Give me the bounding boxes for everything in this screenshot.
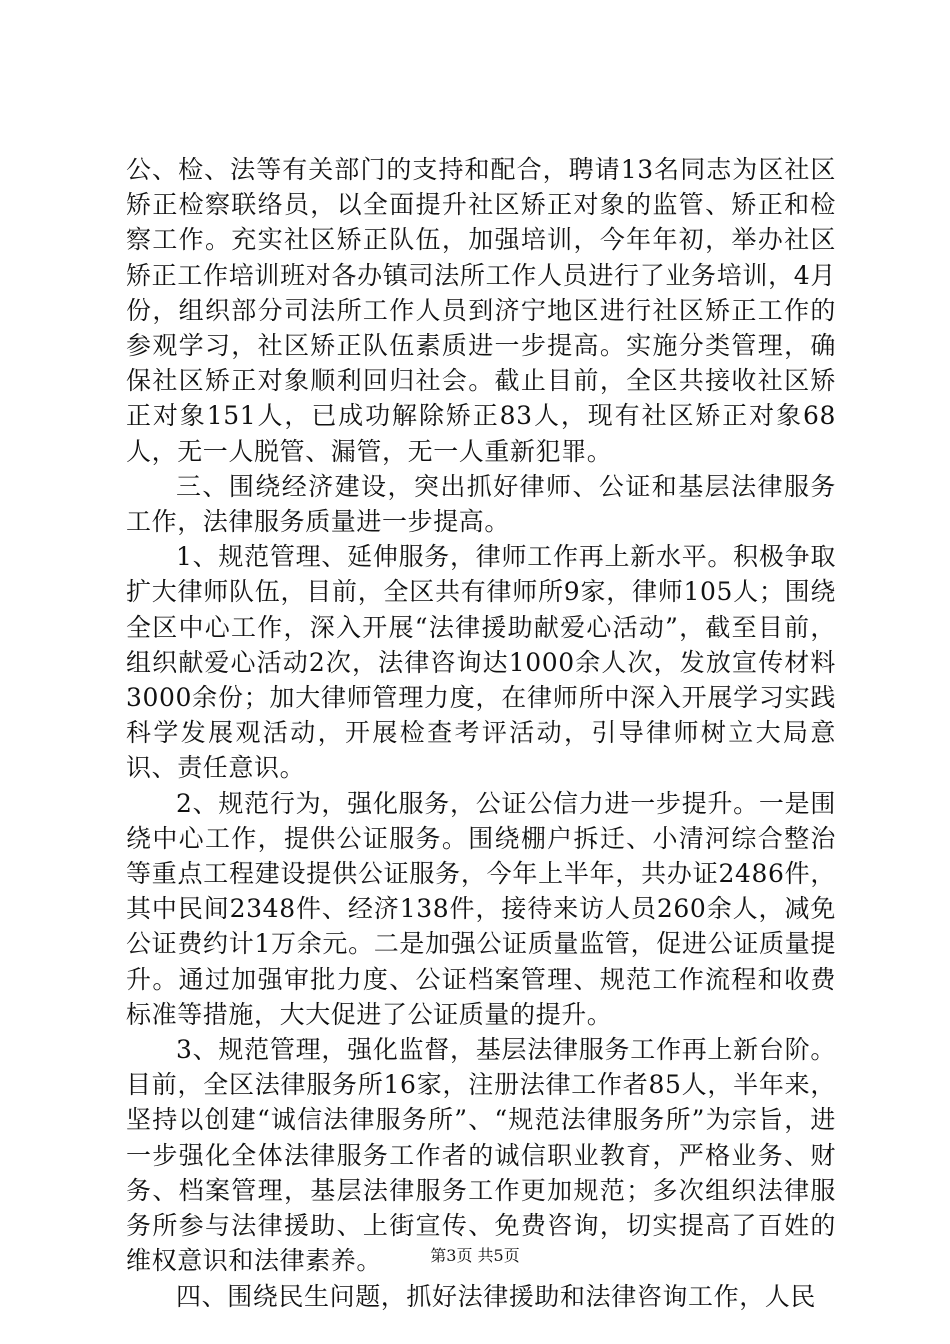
paragraph-2: 三、围绕经济建设，突出抓好律师、公证和基层法律服务工作，法律服务质量进一步提高。: [126, 471, 836, 537]
paragraph-6: 四、围绕民生问题，抓好法律援助和法律咨询工作，人民: [176, 1281, 817, 1311]
paragraph-4: 2、规范行为，强化服务，公证公信力进一步提升。一是围绕中心工作，提供公证服务。围绕棚户拆迁、小清河综合整治等重点工程建设提供公证服务，今年上半年，共办证2486件，其中民间2348件、经济138件，接待来访人员260余人，减免公证费约计1万余元。二是加强公证质量监管，促进公证质量提升。通过加强审批力度、公证档案管理、规范工作流程和收费标准等措施，大大促进了公证质量的提升。: [126, 788, 836, 1029]
paragraph-1: 公、检、法等有关部门的支持和配合，聘请13名同志为区社区矫正检察联络员，以全面提升社区矫正对象的监管、矫正和检察工作。充实社区矫正队伍，加强培训，今年年初，举办社区矫正工作培训班对各办镇司法所工作人员进行了业务培训，4月份，组织部分司法所工作人员到济宁地区进行社区矫正工作的参观学习，社区矫正队伍素质进一步提高。实施分类管理，确保社区矫正对象顺利回归社会。截止目前，全区共接收社区矫正对象151人，已成功解除矫正83人，现有社区矫正对象68人，无一人脱管、漏管，无一人重新犯罪。: [126, 155, 836, 466]
document-body: [126, 152, 836, 1314]
page-number-label: 第3页 共5页: [430, 1246, 520, 1265]
page-footer: [0, 1243, 950, 1266]
paragraph-5: 3、规范管理，强化监督，基层法律服务工作再上新台阶。目前，全区法律服务所16家，注册法律工作者85人，半年来，坚持以创建“诚信法律服务所”、“规范法律服务所”为宗旨，进一步强化全体法律服务工作者的诚信职业教育，严格业务、财务、档案管理，基层法律服务工作更加规范；多次组织法律服务所参与法律援助、上街宣传、免费咨询，切实提高了百姓的维权意识和法律素养。: [126, 1035, 836, 1276]
paragraph-3: 1、规范管理、延伸服务，律师工作再上新水平。积极争取扩大律师队伍，目前，全区共有律师所9家，律师105人；围绕全区中心工作，深入开展“法律援助献爱心活动”，截至目前，组织献爱心活动2次，法律咨询达1000余人次，发放宣传材料3000余份；加大律师管理力度，在律师所中深入开展学习实践科学发展观活动，开展检查考评活动，引导律师树立大局意识、责任意识。: [126, 542, 836, 783]
